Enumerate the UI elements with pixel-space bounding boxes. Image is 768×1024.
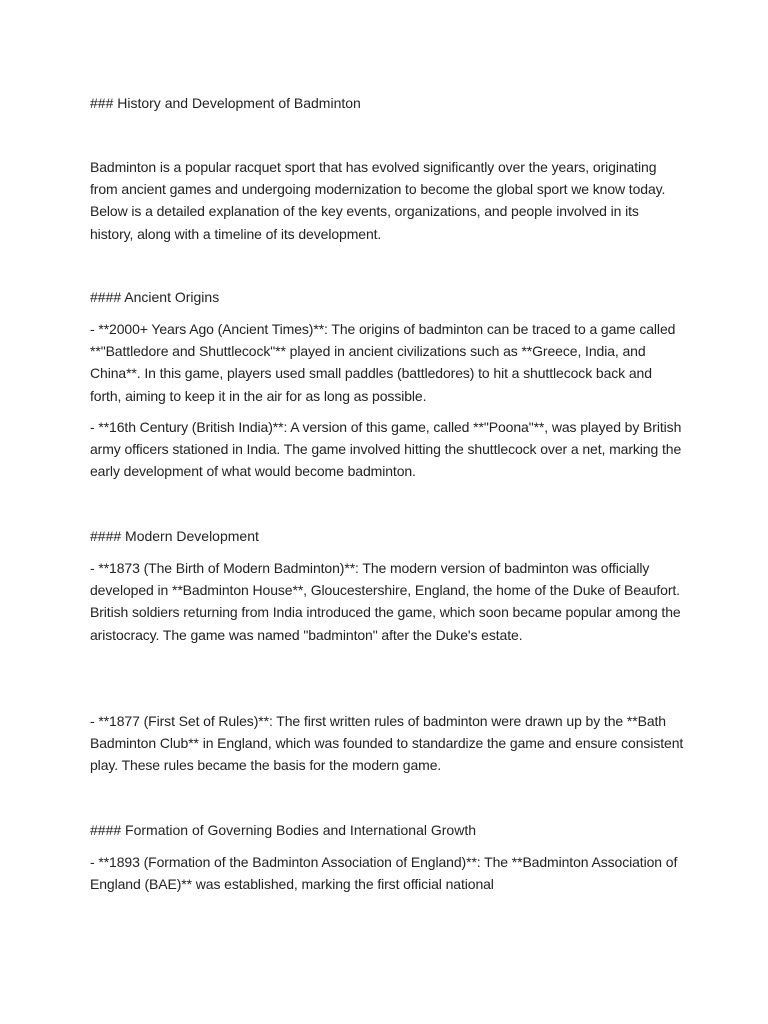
list-item-1873: - **1873 (The Birth of Modern Badminton)**: The modern version of badminton was officially developed in **Badminton House**, Gloucestershire, England, the home of the Duke of Beaufort. British soldiers returning from India introduced the game, which soon became popular among the aristocracy. The game was named "badminton" after the Duke's estate. xyxy=(90,560,681,643)
list-item-1893: - **1893 (Formation of the Badminton Association of England)**: The **Badminton Association of England (BAE)** was established, marking the first official national xyxy=(90,854,678,893)
section-heading-modern-development: #### Modern Development xyxy=(90,528,259,544)
list-item-1877: - **1877 (First Set of Rules)**: The first written rules of badminton were drawn up by the **Bath Badminton Club** in England, which was founded to standardize the game and ensure consistent play. These rules became the basis for the modern game. xyxy=(90,713,684,774)
list-item-ancient-times: - **2000+ Years Ago (Ancient Times)**: The origins of badminton can be traced to a game called **"Battledore and Shuttlecock"** played in ancient civilizations such as **Greece, India, and China**. In this game, players used small paddles (battledores) to hit a shuttlecock back and forth, aiming to keep it in the air for as long as possible. xyxy=(90,321,676,404)
section-heading-governing-bodies: #### Formation of Governing Bodies and International Growth xyxy=(90,822,477,838)
list-item-16th-century: - **16th Century (British India)**: A version of this game, called **"Poona"**, was played by British army officers stationed in India. The game involved hitting the shuttlecock over a net, marking the early development of what would become badminton. xyxy=(90,419,682,480)
section-heading-ancient-origins: #### Ancient Origins xyxy=(90,289,220,305)
document-title: ### History and Development of Badminton xyxy=(90,95,361,111)
intro-paragraph: Badminton is a popular racquet sport that has evolved significantly over the years, originating from ancient games and undergoing modernization to become the global sport we know today. Below is a detailed explanation of the key events, organizations, and people involved in its history, along with a timeline of its development. xyxy=(90,159,666,242)
